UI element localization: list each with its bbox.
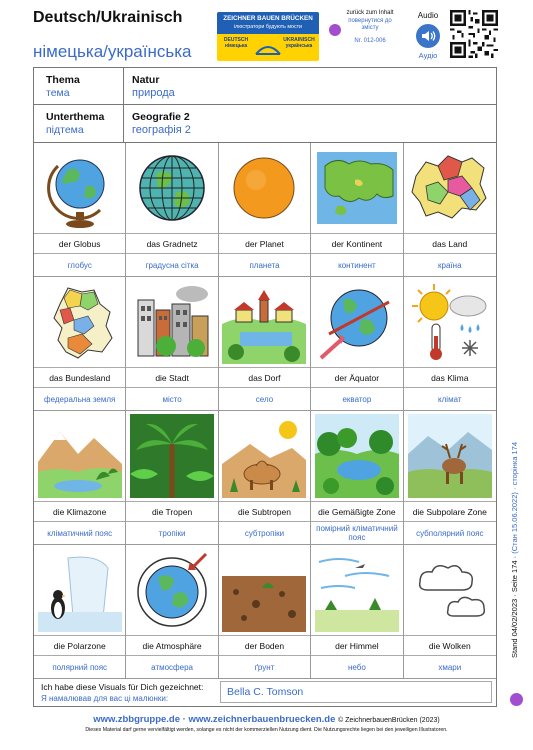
village-icon [222,280,306,364]
card-label-uk: субполярний пояс [404,521,496,544]
card-label-uk: клімат [404,387,496,410]
vocab-card [404,277,496,411]
back-to-contents-dot[interactable] [329,24,341,36]
federal-state-map-icon [38,280,122,364]
subtopic-label-uk: підтема [46,124,84,136]
side-status-de: Stand 04/02/2023 · Seite 174 · [510,553,519,659]
vocab-card [34,277,126,411]
climate-icon [408,280,492,364]
subtopic-value-uk: географія 2 [132,124,191,136]
card-label-uk: село [219,387,310,410]
vocab-card [34,545,126,679]
card-label-de: der Himmel [311,635,402,655]
card-label-de: der Planet [219,233,310,253]
card-label-uk: субтропіки [219,521,310,544]
vocab-card [126,143,218,277]
bridge-icon [255,38,281,58]
planet-icon [222,146,306,230]
card-label-de: das Dorf [219,367,310,387]
subtropics-icon [222,414,306,498]
vocab-card [404,143,496,277]
topic-label-uk: тема [46,87,70,99]
signature-text-de: Ich habe diese Visuals für Dich gezeichnet: [41,682,204,692]
subtopic-label: Unterthema [46,111,105,123]
page-nav-dot[interactable] [510,693,523,706]
sky-icon [315,548,399,632]
card-label-uk: полярний пояс [34,655,125,678]
banner-right-label: UKRAINISCH українська [283,37,315,49]
globe-icon [38,146,122,230]
footer-links [0,714,533,725]
card-label-uk: екватор [311,387,402,410]
vocab-card [311,545,403,679]
card-label-de: der Globus [34,233,125,253]
topic-label: Thema [46,74,80,86]
banner-line1: ZEICHNER BAUEN BRÜCKEN [223,15,313,22]
vocab-card [34,143,126,277]
card-label-de: die Subtropen [219,501,310,521]
title-ukrainian: німецька/українська [33,42,192,61]
side-status-uk: (Стан 15.06.2022) · сторінка 174 [510,441,519,554]
audio-label: Audio [417,11,439,20]
card-label-uk: планета [219,253,310,276]
card-label-uk: країна [404,253,496,276]
audio-button[interactable] [416,24,440,48]
card-label-de: der Kontinent [311,233,402,253]
subtopic-value: Geografie 2 [132,111,190,123]
illustrator-name: Bella C. Tomson [220,681,492,703]
topic-row [34,68,496,105]
card-label-de: die Gemäßigte Zone [311,501,402,521]
city-icon [130,280,214,364]
topic-value: Natur [132,74,160,86]
vocab-card [219,277,311,411]
vocab-card [219,545,311,679]
card-label-de: das Land [404,233,496,253]
vocab-card [219,143,311,277]
speaker-icon [416,24,440,48]
vocab-card [126,277,218,411]
banner-left-label: DEUTSCH німецька [223,37,249,49]
country-map-icon [408,146,492,230]
vocab-card [311,143,403,277]
soil-icon [222,548,306,632]
vocab-card [126,411,218,545]
card-label-uk: глобус [34,253,125,276]
card-label-de: der Boden [219,635,310,655]
back-link-de: zurück zum Inhalt [346,10,394,16]
topic-value-uk: природа [132,87,175,99]
sheet-number: Nr. 012-006 [354,37,386,44]
card-label-uk: небо [311,655,402,678]
back-link-uk: повернутися до змісту [348,17,392,31]
card-label-de: die Klimazone [34,501,125,521]
card-label-de: das Klima [404,367,496,387]
polar-zone-icon [38,548,122,632]
zbb-logo-banner[interactable] [217,12,319,61]
title-german: Deutsch/Ukrainisch [33,9,183,26]
equator-icon [315,280,399,364]
card-label-uk: градусна сітка [126,253,217,276]
vocabulary-grid [34,143,496,679]
card-label-uk: континент [311,253,402,276]
continent-map-icon [315,146,399,230]
card-label-de: die Tropen [126,501,217,521]
card-label-de: das Gradnetz [126,233,217,253]
card-label-de: die Polarzone [34,635,125,655]
card-label-de: der Äquator [311,367,402,387]
card-label-uk: помірний кліматичний пояс [311,521,402,544]
vocab-card [311,411,403,545]
card-label-uk: кліматичний пояс [34,521,125,544]
vocab-card [311,277,403,411]
card-label-uk: тропіки [126,521,217,544]
tropics-icon [130,414,214,498]
usage-note: Dieses Material darf gerne vervielfältigt werden, solange es nicht der kommerziellen Nutzung dient. Die Nutzungsrechte liegen bei den jeweiligen Illustratoren. [85,727,448,733]
card-label-de: das Bundesland [34,367,125,387]
subtopic-row [34,105,496,143]
grid-globe-icon [130,146,214,230]
vocab-card [219,411,311,545]
signature-text-uk: Я намалював для вас ці малюнки: [41,694,169,703]
card-label-uk: місто [126,387,217,410]
banner-line2: ілюстратори будують мости [233,24,303,30]
illustrator-signature [34,679,496,707]
temperate-zone-icon [315,414,399,498]
card-label-uk: федеральна земля [34,387,125,410]
card-label-uk: хмари [404,655,496,678]
subpolar-zone-icon [408,414,492,498]
vocabulary-sheet [33,67,497,707]
website-links[interactable]: www.zbbgruppe.de · www.zeichnerbauenbruecken.de [93,714,336,725]
card-label-de: die Subpolare Zone [404,501,496,521]
card-label-de: die Stadt [126,367,217,387]
climate-zone-icon [38,414,122,498]
audio-label-uk: Аудіо [418,51,438,60]
side-status [508,410,522,690]
card-label-uk: ґрунт [219,655,310,678]
back-to-contents-link[interactable] [343,10,397,45]
vocab-card [404,411,496,545]
clouds-icon [408,548,492,632]
atmosphere-icon [130,548,214,632]
card-label-de: die Wolken [404,635,496,655]
vocab-card [404,545,496,679]
card-label-uk: атмосфера [126,655,217,678]
vocab-card [126,545,218,679]
copyright-text: © ZeichnerbauenBrücken (2023) [338,717,440,724]
qr-code-icon[interactable] [450,10,498,58]
card-label-de: die Atmosphäre [126,635,217,655]
vocab-card [34,411,126,545]
